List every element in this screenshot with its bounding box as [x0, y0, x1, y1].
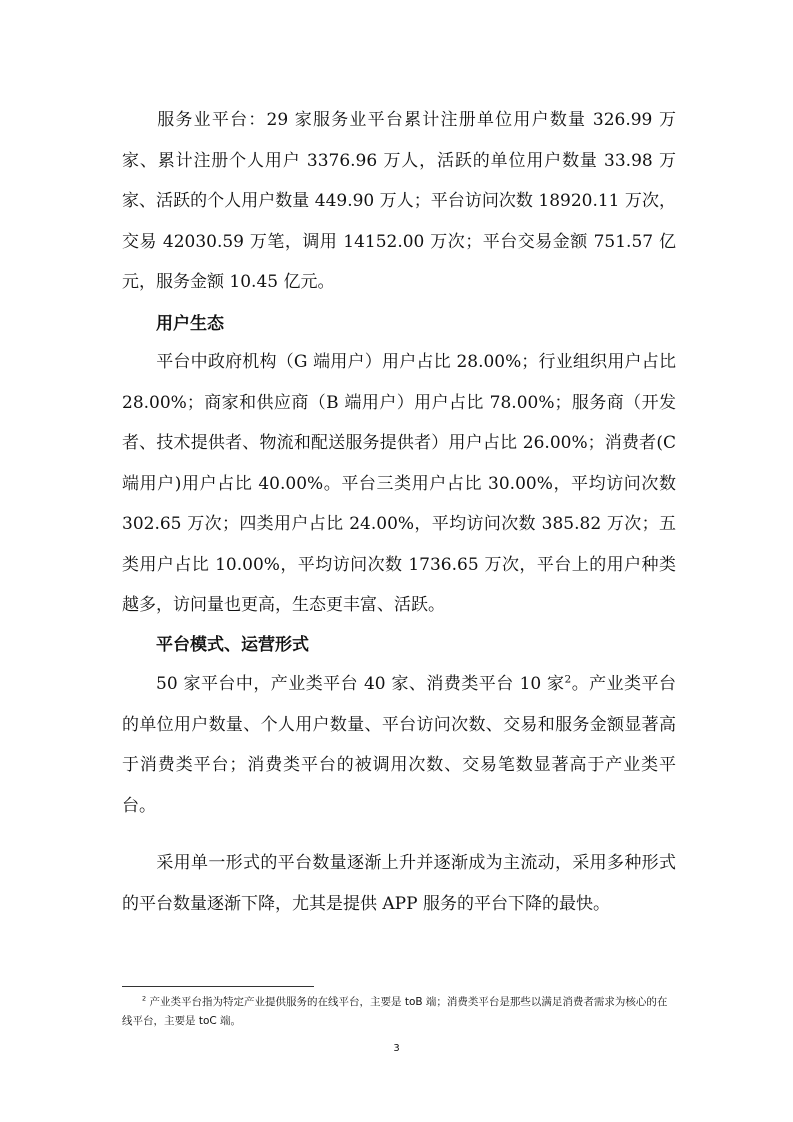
paragraph-service-platforms: [122, 100, 676, 303]
paragraph-text: 采用单一形式的平台数量逐渐上升并逐渐成为主流动，采用多种形式的平台数量逐渐下降，尤其是提供 APP 服务的平台下降的最快。: [122, 853, 676, 914]
paragraph-platform-mode: [122, 664, 676, 826]
paragraph-text: 平台中政府机构（G 端用户）用户占比 28.00%；行业组织用户占比 28.00%；商家和供应商（B 端用户）用户占比 78.00%；服务商（开发者、技术提供者、物流和配送服务提供者）用户占比 26.00%；消费者(C 端用户)用户占比 40.00%。平台三类用户占比 30.00%，平均访问次数 302.65 万次；四类用户占比 24.00%，平均访问次数 385.82 万次；五类用户占比 10.00%，平均访问次数 1736.65 万次，平台上的用户种类越多，访问量也更高，生态更丰富、活跃。: [122, 352, 676, 615]
section-heading-platform-mode: 平台模式、运营形式: [156, 635, 309, 655]
paragraph-user-ecosystem: [122, 342, 676, 626]
paragraph-text: 。产业类平台的单位用户数量、个人用户数量、平台访问次数、交易和服务金额显著高于消费类平台；消费类平台的被调用次数、交易笔数显著高于产业类平台。: [122, 674, 677, 816]
paragraph-operation-form: [122, 843, 676, 924]
paragraph-text: 50 家平台中，产业类平台 40 家、消费类平台 10 家: [156, 674, 565, 694]
footnote-text: 产业类平台指为特定产业提供服务的在线平台，主要是 toB 端；消费类平台是那些以满足消费者需求为核心的在线平台，主要是 toC 端。: [122, 996, 668, 1027]
section-heading-user-ecosystem: 用户生态: [156, 314, 224, 334]
page-number: 3: [393, 1043, 400, 1054]
footnote-reference[interactable]: 2: [564, 673, 572, 686]
footnote-mark: 2: [142, 994, 147, 1003]
footnote: [122, 993, 674, 1031]
paragraph-text: 服务业平台：29 家服务业平台累计注册单位用户数量 326.99 万家、累计注册个人用户 3376.96 万人，活跃的单位用户数量 33.98 万家、活跃的个人用户数量 449.90 万人；平台访问次数 18920.11 万次，交易 42030.59 万笔，调用 14152.00 万次；平台交易金额 751.57 亿元，服务金额 10.45 亿元。: [122, 110, 676, 292]
footnote-separator: [122, 986, 314, 987]
